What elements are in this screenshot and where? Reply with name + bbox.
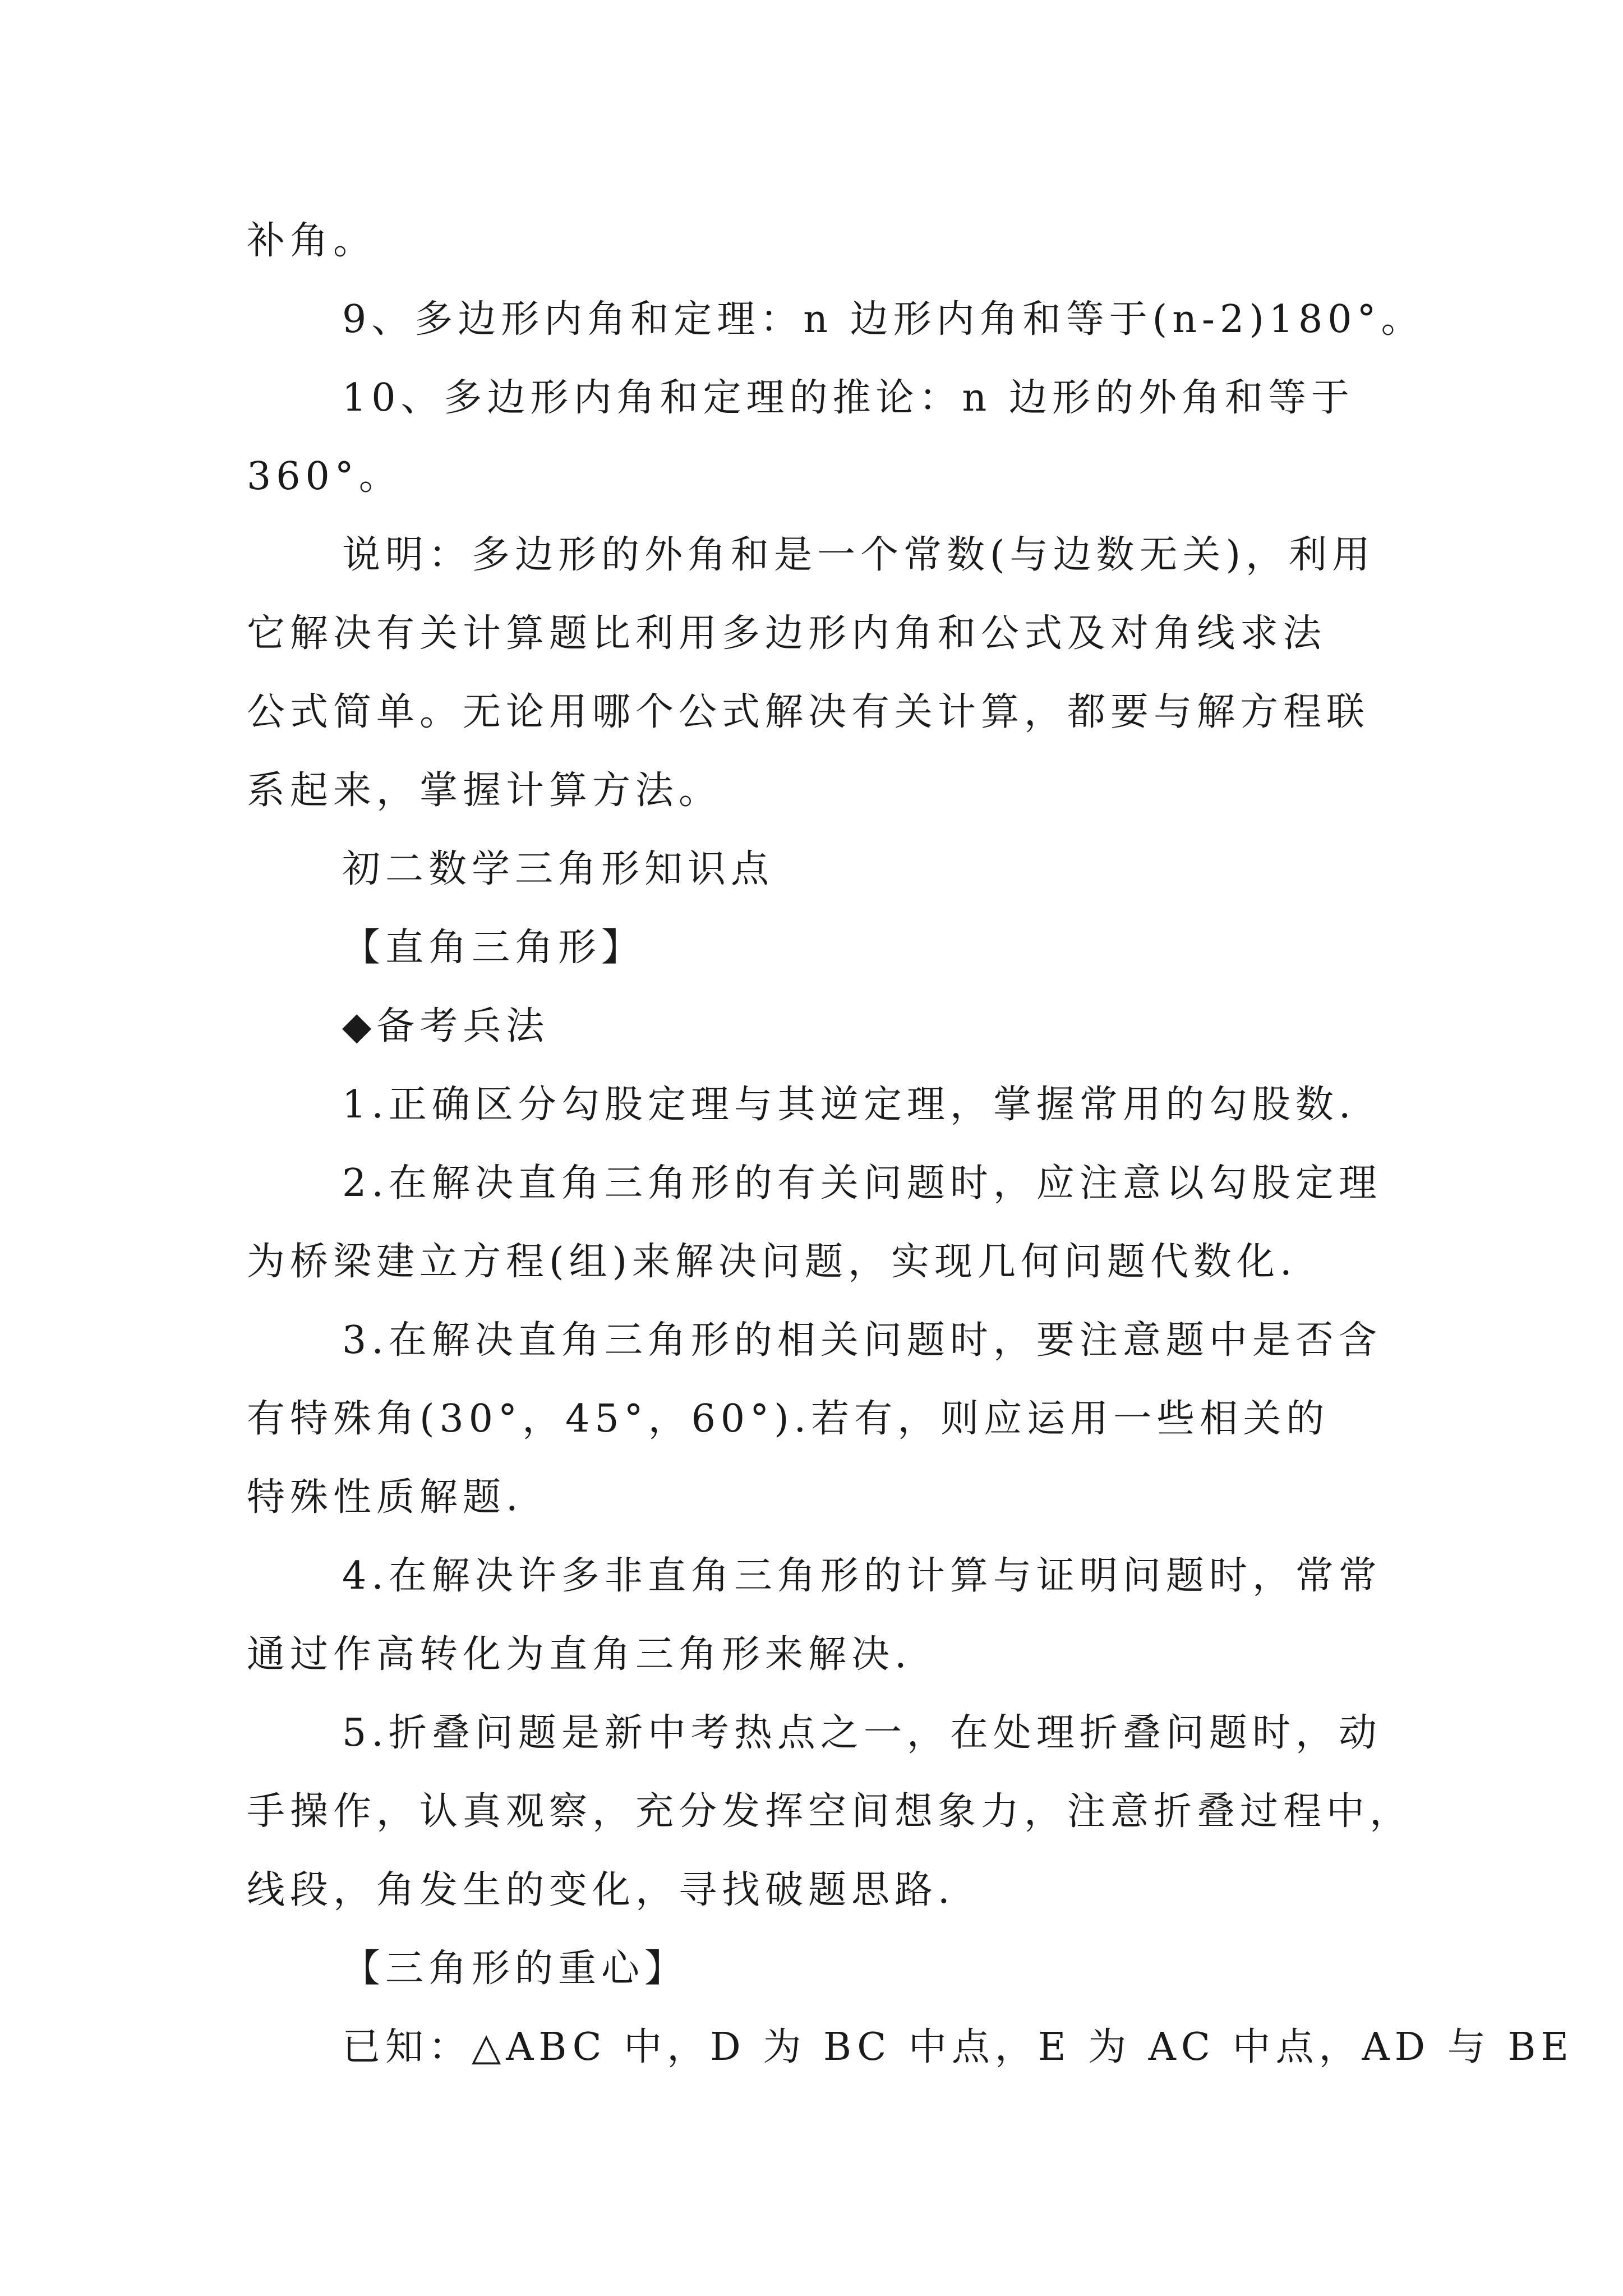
text-line: 5.折叠问题是新中考热点之一，在处理折叠问题时，动 <box>342 1711 1382 1755</box>
text-line: 3.在解决直角三角形的相关问题时，要注意题中是否含 <box>342 1318 1382 1363</box>
text-line: 有特殊角(30°，45°，60°).若有，则应运用一些相关的 <box>247 1397 1330 1441</box>
text-line: 它解决有关计算题比利用多边形内角和公式及对角线求法 <box>247 611 1327 656</box>
text-line: 4.在解决许多非直角三角形的计算与证明问题时，常常 <box>342 1554 1382 1598</box>
text-line: 1.正确区分勾股定理与其逆定理，掌握常用的勾股数. <box>342 1083 1356 1127</box>
text-line: 为桥梁建立方程(组)来解决问题，实现几何问题代数化. <box>247 1240 1297 1284</box>
subsection-heading: ◆备考兵法 <box>342 1004 550 1048</box>
text-line: 360°。 <box>247 454 402 499</box>
text-line: 说明：多边形的外角和是一个常数(与边数无关)，利用 <box>342 533 1376 577</box>
text-line: 通过作高转化为直角三角形来解决. <box>247 1632 912 1677</box>
text-line: 补角。 <box>247 219 377 263</box>
section-heading: 初二数学三角形知识点 <box>342 847 774 891</box>
text-line: 2.在解决直角三角形的有关问题时，应注意以勾股定理 <box>342 1161 1382 1205</box>
text-line: 已知：△ABC 中，D 为 BC 中点，E 为 AC 中点，AD 与 BE <box>342 2025 1574 2069</box>
text-line: 特殊性质解题. <box>247 1475 523 1520</box>
text-line: 线段，角发生的变化，寻找破题思路. <box>247 1868 955 1912</box>
text-line: 系起来，掌握计算方法。 <box>247 769 722 813</box>
text-line: 手操作，认真观察，充分发挥空间想象力，注意折叠过程中， <box>247 1789 1413 1834</box>
subsection-heading: 【三角形的重心】 <box>342 1947 688 1991</box>
text-line: 10、多边形内角和定理的推论：n 边形的外角和等于 <box>342 376 1354 420</box>
text-line: 9、多边形内角和定理：n 边形内角和等于(n-2)180°。 <box>342 297 1424 342</box>
subsection-heading: 【直角三角形】 <box>342 926 645 970</box>
text-line: 公式简单。无论用哪个公式解决有关计算，都要与解方程联 <box>247 690 1370 734</box>
